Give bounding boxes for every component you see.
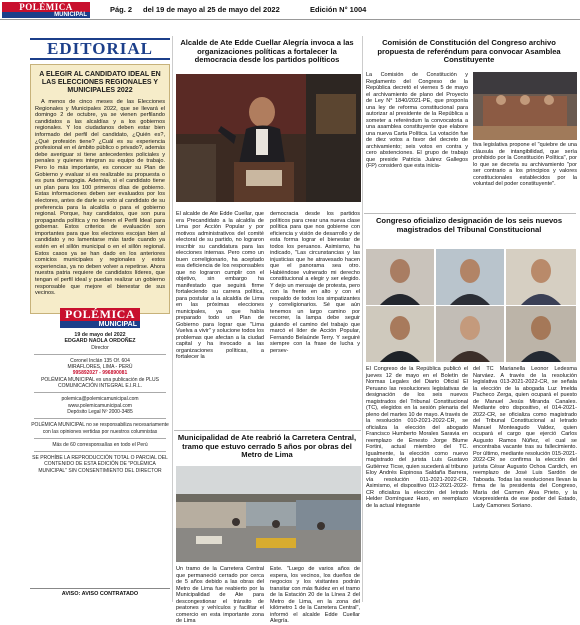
masthead-address: Coronel Inclán 135 Of. 604	[70, 357, 130, 364]
page-header	[0, 0, 580, 20]
magistrate-portrait-1	[366, 249, 434, 305]
page-number: Pág. 2	[110, 5, 133, 14]
divider	[34, 418, 166, 419]
aviso-footer: AVISO: AVISO CONTRATADO	[30, 588, 170, 597]
masthead-logo	[60, 308, 140, 328]
constitucion-column-1: La Comisión de Constitución y Reglamento del Congreso de la República decretó el viernes 5 de mayo el archivamiento de plano del Proyecto de Ley N° 1840/2021-PE, que proponía una ley de reforma constitucional para autorizar al presidente de la República a someter a referéndum la convocatoria a una asamblea constituyente que elabore una nueva Carta Política. La votación fue de diez votos a favor del decreto de archivamiento; seis votos en contra y cero abstenciones. El grupo de trabajo que preside Patricia Juárez Gallegos (FP) consideró que esta inicia-	[366, 72, 468, 169]
edition-dates: del 19 de mayo al 25 de mayo del 2022	[143, 5, 280, 14]
masthead-prohibition: SE PROHÍBE LA REPRODUCCIÓN TOTAL O PARCIAL DEL CONTENIDO DE ESTA EDICIÓN DE "POLÉMICA MUNICIPAL" SIN CONSENTIMIENTO DEL DIRECTOR	[32, 455, 168, 474]
ate-article-column-2: democracia desde los partidos políticos para crear una nueva clase política para que nos gobierne con eficiencia y visión de desarrollo y de esta forma lograr el bienestar de todos los peruanos. Asimismo, ha indicado, "Las circunstancias y las injusticias que he atravesado hacen que el panorama sea otro. Habiéndose vulnerado mi derecho constitucional a elegir y ser elegido. Y dejo un mensaje de protesta, pero con la frente en alto y con el respaldo de todos los simpatizantes y correligionarios. Sé que aún tenemos un largo camino por recorrer, la lampa debe seguir guiando el camino del trabajo que marcó el líder de Acción Popular, Fernando Belaúnde Terry. Y seguiré siempre con la frase de lucha y persev-	[270, 211, 360, 354]
divider	[34, 354, 166, 355]
column-divider	[172, 36, 173, 602]
divider	[34, 392, 166, 393]
logo-title: POLÉMICA	[2, 2, 90, 12]
metro-headline: Municipalidad de Ate reabrió la Carretera Central, tramo que estuvo cerrado 5 años por obras del Metro de Lima	[177, 433, 357, 460]
column-divider	[362, 36, 363, 602]
masthead-logo-title: POLÉMICA	[60, 308, 140, 321]
editorial-headline: A ELEGIR AL CANDIDATO IDEAL EN LAS ELECCIONES REGIONALES Y MUNICIPALES 2022	[39, 71, 161, 94]
magistrates-photo-grid	[366, 249, 576, 362]
divider	[34, 451, 166, 452]
masthead-director-role: Director	[91, 344, 109, 351]
tc-column-2: del TC Marianella Leonor Ledesma Narváez. A través de la resolución legislativa 013-2021-2022-CR, se señala la elección de la abogada Luz Imelda Pacheco Zerga, quien ocupará el puesto de Manuel Jesús Miranda Canales. Mediante otro dispositivo, el 014-2021-2022-CR, se oficializa como magistrado del Tribunal Constitucional al letrado Manuel Monteagudo Valdez, quien ocupará el cargo que ejerció Carlos Augusto Ramos Núñez, el cual se encontraba vacante tras su fallecimiento. Por último, mediante resolución 015-2021-2022-CR se confirma la elección del jurista César Augusto Ochoa Cardich, en reemplazo de José Luis Sardón de Taboada. Todas las resoluciones llevan la firma de la presidenta del Congreso, María del Carmen Alva Prieto, y la vicepresidenta de ese poder del Estado, Lady Camones Soriano.	[473, 366, 577, 509]
edition-number: Edición N° 1004	[310, 5, 367, 14]
newspaper-logo	[2, 2, 90, 18]
masthead-city: MIRAFLORES, LIMA - PERÚ	[67, 364, 133, 371]
masthead-phones: 995892027 - 996890081	[72, 370, 128, 377]
photo-mayor-at-podium	[176, 74, 361, 202]
masthead-disclaimer: POLÉMICA MUNICIPAL no se responsabiliza necesariamente con las opiniones vertidas por nuestros columnistas	[31, 422, 169, 435]
photo-reopened-road	[176, 466, 361, 562]
carretera-central-photo	[176, 466, 361, 562]
tc-headline: Congreso oficializo designación de los seis nuevos magistrados del Tribunal Constitucional	[375, 216, 563, 234]
magistrate-portrait-6	[506, 306, 576, 362]
photo-congress-committee	[473, 72, 577, 140]
masthead	[30, 302, 170, 592]
ate-article-column-1: El alcalde de Ate Edde Cuellar, que era Precandidato a la alcaldía de Lima por Acción Popular y por motivos administrativos del comité electoral de su partido, no lograron inscribir su candidatura para las elecciones internas. Pero como un buen correligionario, ha aceptado esa deficiencia de los responsables que no lograron cumplir con el objetivo, sin embargo ha manifestado que seguirá firme fortaleciendo su carrera política, para postular a la alcaldía de Lima en las próximas elecciones municipales, ya que había preparado todo un Plan de Gobierno para lograr que "Lima Vuelva a vivir" y solucione todos los problemas que afectan a la ciudad capital y ha invocado a las organizaciones políticas, a fortalecer la	[176, 211, 264, 360]
masthead-web[interactable]: www.polemicamunicipal.com	[68, 402, 132, 409]
article-divider	[364, 213, 576, 214]
magistrate-portrait-3	[506, 249, 576, 305]
masthead-correspondents: Más de 60 corresponsalías en todo el Perú	[52, 441, 148, 448]
congress-session-photo	[473, 72, 577, 140]
masthead-deposit: Depósito Legal Nº 2000-3485	[67, 408, 133, 415]
masthead-email[interactable]: polemica@polemicamunicipal.com	[61, 396, 139, 403]
logo-subtitle: MUNICIPAL	[2, 12, 90, 18]
masthead-director: EDGARD NAOLA ORDOÑEZ	[64, 338, 136, 345]
masthead-date: 19 de mayo del 2022	[74, 332, 126, 338]
metro-article-column-2: Este. "Luego de varios años de espera, los vecinos, los dueños de negocios y los visitantes podrán transitar con más fluidez en el tramo de la Estación 20 de la Línea 2 del Metro de Lima, en la zona del kilómetro 1 de la Carretera Central", informó el alcalde Edde Cuellar Alegría.	[270, 566, 360, 624]
constitucion-headline: Comisión de Constitución del Congreso archivo propuesta de referéndum para convocar Asamblea Constituyente	[377, 38, 561, 65]
constitucion-column-2: tiva legislativa propone el "quiebre de una cláusula de intangibilidad, que sería prohibido por la Constitución Política", por lo que se decreta su archivamiento "por ser contrario a los principios y valores constitucionales establecidos por la voluntad del poder constituyente".	[473, 142, 577, 187]
editorial-box	[30, 64, 170, 314]
editorial-title: EDITORIAL	[30, 38, 170, 60]
magistrate-portrait-4	[366, 306, 434, 362]
ate-mayor-headline: Alcalde de Ate Edde Cuellar Alegría invoca a las organizaciones políticas a fortalecer la democracia desde los partidos políticos	[180, 38, 354, 65]
tc-column-1: El Congreso de la República publicó el jueves 12 de mayo en el Boletín de Normas Legales del Diario Oficial El Peruano las resoluciones legislativas de designación de los seis nuevos magistrados del Tribunal Constitucional (TC), elegidos en la sesión plenaria del pleno del martes 10 de mayo. A través de la resolución 010-2021-2022-CR, se oficializa la elección del abogado Francisco Humberto Morales Saravia en reemplazo de Ernesto Jorge Blume Fortini, actual miembro del TC. Igualmente, la elección como nuevo magistrado del jurista Luis Gustavo Gutiérrez Ticse, quien sucederá al tribuno Eloy Andrés Espinosa Saldaña Barrera, vía resolución 011-2021-2022-CR. Asimismo, el dispositivo 012-2021-2022-CR oficializa la elección del letrado Helder Domínguez Haro, en reemplazo de la actual integrante	[366, 366, 468, 509]
editorial-body: A menos de cinco meses de las Elecciones Regionales y Municipales 2022, que se llevará el domingo 2 de octubre, ya se vienen perfilando candidatos a las alcaldías y a los gobiernos regionales. Y los ciudadanos deben estar bien informado del perfil del candidato, ¿Quién es?, ¿Qué profesión tiene? ¿Cuál es su experiencia profesional en el ámbito público o privado?, además debe averiguar si tiene antecedentes policiales y penales y quienes integran su equipo de trabajo. Pero lo más importante, es conocer su Plan de Gobierno y evaluar si es realizable su propuesta o es pura demagogia. Además, si el candidato tiene un plan para los 100 primeros días de gobierno. Estas informaciones deben ser evaluados por los electores, antes de darle su voto al candidato de su preferencia para la alcaldía o para el gobierno regional. Porque, hay candidatos, que son pura propaganda política y no tienen el Perfil Ideal para gobernar. Estos criterios de evaluación son importantes para que los electores escojan bien al candidato y no lamentarse más tarde cuando ya estén en el sillón municipal o en el sillón regional. Estos casos ya se han dado en los anteriores comicios municipales y regionales y estos experiencias, ya no deben volver a repetirse. Ahora nuestra patria requiere de candidatos líderes, que tengan el perfil ideal y puedan realizar un gobierno responsable que mejore el bienestar de sus vecinos.	[35, 99, 165, 297]
masthead-logo-subtitle: MUNICIPAL	[60, 321, 140, 328]
magistrate-portrait-2	[436, 249, 504, 305]
divider	[34, 438, 166, 439]
mayor-speech-photo	[176, 74, 361, 202]
metro-article-column-1: Un tramo de la Carretera Central que permaneció cerrado por cerca de 5 años debido a las obras del Metro de Lima fue reabierto por la Municipalidad de Ate para descongestionar el tránsito de peatones y vehículos y facilitar el comercio en esta importante zona de Lima	[176, 566, 264, 624]
magistrate-portrait-5	[436, 306, 504, 362]
masthead-publisher: POLÉMICA MUNICIPAL es una publicación de PLUS COMUNICACIÓN INTEGRAL E.I.R.L.	[41, 376, 159, 390]
